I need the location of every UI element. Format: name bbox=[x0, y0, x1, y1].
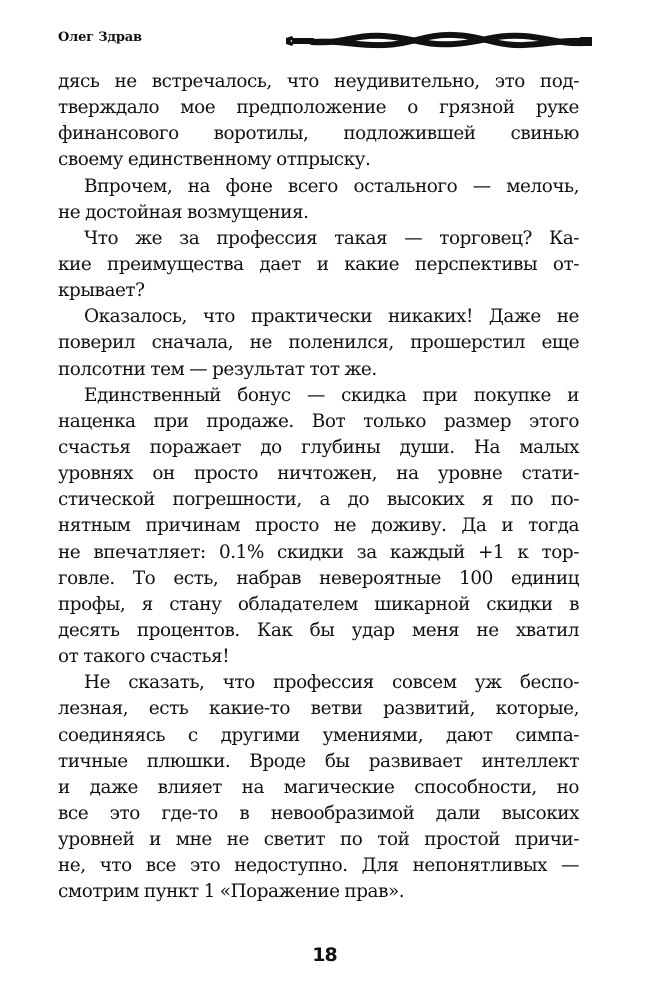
text-line: полсотни тем — результат тот же. bbox=[58, 358, 377, 380]
text-line: поверил сначала, не поленился, прошерстил еще bbox=[58, 332, 579, 354]
text-line: Что же за профессия такая — торговец? Ка- bbox=[84, 227, 579, 249]
page-number: 18 bbox=[312, 944, 337, 966]
text-line: дясь не встречалось, что неудивительно, это под- bbox=[58, 71, 579, 92]
text-line: Впрочем, на фоне всего остального — мелочь, bbox=[84, 175, 579, 197]
rope-ornament-icon bbox=[284, 28, 594, 54]
text-line: от такого счастья! bbox=[58, 646, 230, 668]
text-line: стической погрешности, а до высоких я по по- bbox=[58, 489, 579, 511]
text-line: десять процентов. Как бы удар меня не хватил bbox=[58, 619, 579, 641]
text-line: финансового воротилы, подложившей свинью bbox=[58, 123, 579, 145]
text-line: крывает? bbox=[58, 280, 145, 302]
text-line: нятным причинам просто не доживу. Да и тогда bbox=[58, 515, 579, 537]
text-line: соединяясь с другими умениями, дают симпа- bbox=[58, 724, 579, 746]
text-line: профы, я стану обладателем шикарной скидки в bbox=[58, 593, 579, 615]
text-line: Оказалось, что практически никаких! Даже не bbox=[84, 306, 579, 328]
text-line: не достойная возмущения. bbox=[58, 201, 309, 223]
text-line: все это где-то в невообразимой дали высоких bbox=[58, 802, 579, 824]
body-text bbox=[58, 69, 579, 906]
text-line: не впечатляет: 0.1% скидки за каждый +1 к тор- bbox=[58, 541, 579, 563]
text-line: своему единственному отпрыску. bbox=[58, 149, 371, 171]
running-head-author: Олег Здрав bbox=[58, 30, 142, 45]
text-line: тичные плюшки. Вроде бы развивает интеллект bbox=[58, 750, 579, 772]
text-line: и даже влияет на магические способности, но bbox=[58, 776, 579, 798]
text-line: тверждало мое предположение о грязной руке bbox=[58, 97, 579, 119]
text-line: кие преимущества дает и какие перспективы от- bbox=[58, 253, 579, 275]
text-line: Не сказать, что профессия совсем уж беспо- bbox=[84, 672, 579, 694]
text-line: Единственный бонус — скидка при покупке и bbox=[84, 384, 579, 406]
text-line: лезная, есть какие-то ветви развитий, которые, bbox=[58, 698, 579, 720]
text-line: уровнях он просто ничтожен, на уровне стати- bbox=[58, 463, 579, 485]
text-line: уровней и мне не светит по той простой причи- bbox=[58, 829, 579, 851]
text-line: наценка при продаже. Вот только размер этого bbox=[58, 410, 579, 432]
text-line: говле. То есть, набрав невероятные 100 единиц bbox=[58, 567, 579, 589]
text-line: не, что все это недоступно. Для непонятливых — bbox=[58, 855, 579, 877]
text-line: счастья поражает до глубины души. На малых bbox=[58, 436, 579, 458]
text-line: смотрим пункт 1 «Поражение прав». bbox=[58, 881, 405, 903]
